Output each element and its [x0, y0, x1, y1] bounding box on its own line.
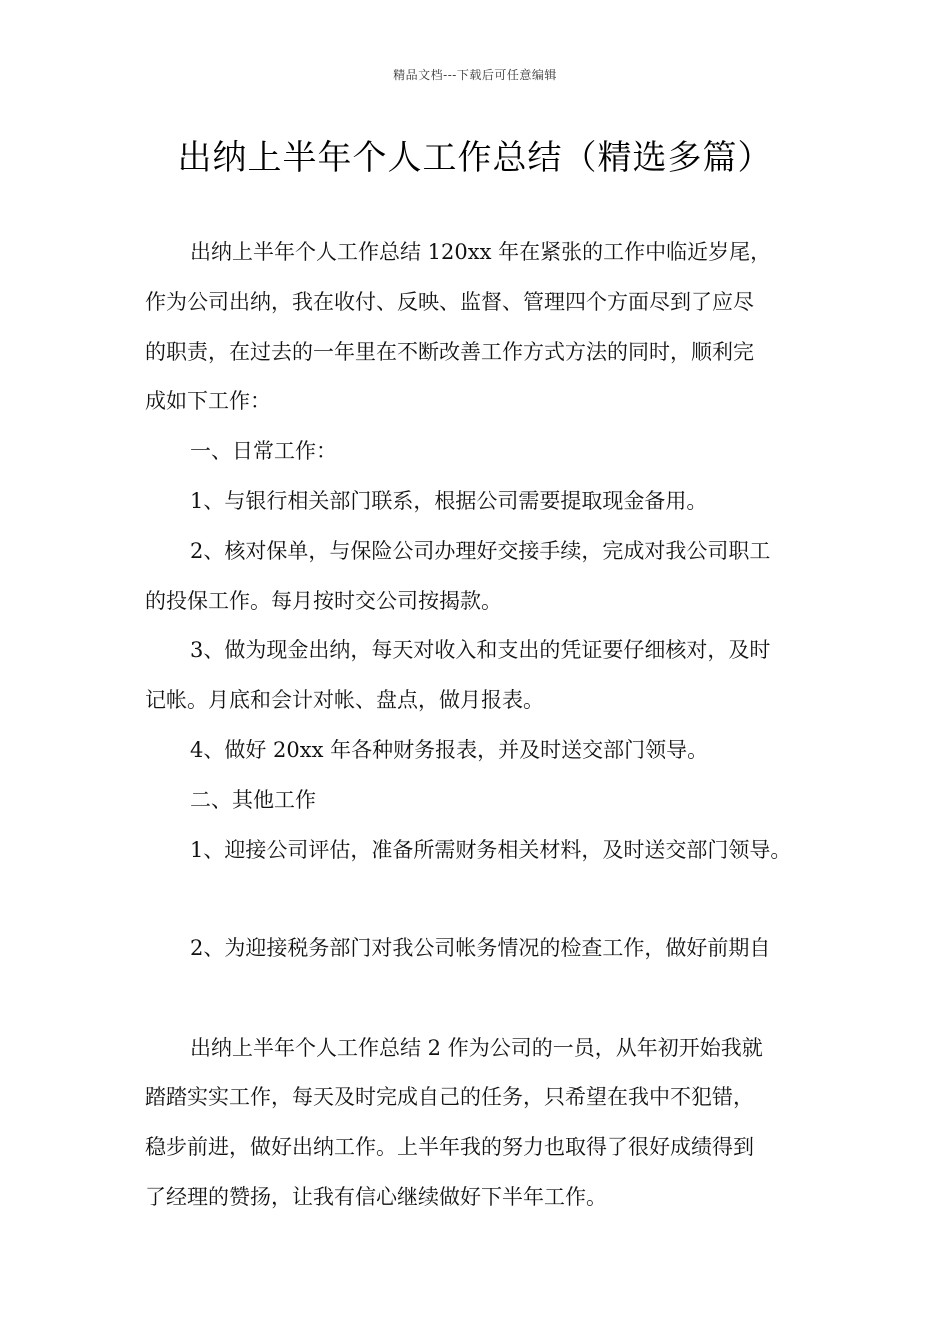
- paragraph-line: 作为公司出纳，我在收付、反映、监督、管理四个方面尽到了应尽: [145, 290, 754, 314]
- list-item-continuation: 的投保工作。每月按时交公司按揭款。: [145, 589, 502, 613]
- header-note: 精品文档---下载后可任意编辑: [393, 68, 557, 82]
- document-title: 出纳上半年个人工作总结（精选多篇）: [177, 138, 773, 178]
- section-heading: 一、日常工作：: [190, 439, 337, 463]
- paragraph-line: 出纳上半年个人工作总结 120xx 年在紧张的工作中临近岁尾，: [190, 240, 772, 264]
- list-item: 3、做为现金出纳，每天对收入和支出的凭证要仔细核对，及时: [190, 638, 771, 662]
- list-item: 2、为迎接税务部门对我公司帐务情况的检查工作，做好前期自: [190, 936, 771, 960]
- section-heading: 二、其他工作: [190, 788, 316, 812]
- list-item: 1、与银行相关部门联系，根据公司需要提取现金备用。: [190, 489, 708, 513]
- paragraph-line: 的职责，在过去的一年里在不断改善工作方式方法的同时，顺利完: [145, 340, 754, 364]
- list-item: 2、核对保单，与保险公司办理好交接手续，完成对我公司职工: [190, 539, 771, 563]
- paragraph-line: 稳步前进，做好出纳工作。上半年我的努力也取得了很好成绩得到: [145, 1135, 754, 1159]
- list-item: 4、做好 20xx 年各种财务报表，并及时送交部门领导。: [190, 738, 709, 762]
- list-item-continuation: 记帐。月底和会计对帐、盘点，做月报表。: [145, 688, 544, 712]
- paragraph-line: 成如下工作：: [145, 389, 271, 413]
- paragraph-line: 出纳上半年个人工作总结 2 作为公司的一员，从年初开始我就: [190, 1036, 763, 1060]
- list-item: 1、迎接公司评估，准备所需财务相关材料，及时送交部门领导。: [190, 838, 792, 862]
- paragraph-line: 了经理的赞扬，让我有信心继续做好下半年工作。: [145, 1185, 607, 1209]
- paragraph-line: 踏踏实实工作，每天及时完成自己的任务，只希望在我中不犯错，: [145, 1085, 754, 1109]
